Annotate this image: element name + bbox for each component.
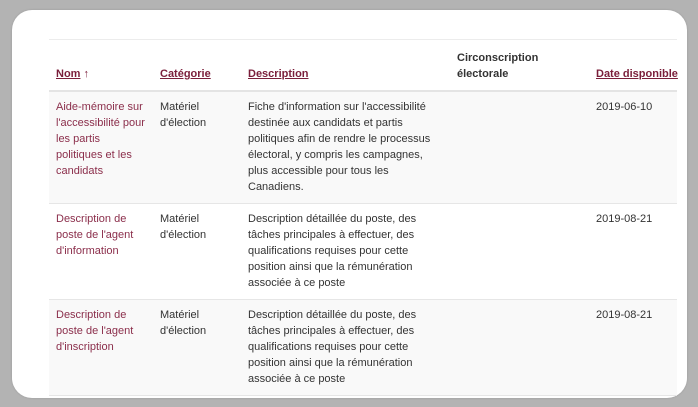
column-header-categorie[interactable] (153, 40, 241, 91)
document-link[interactable]: Aide-mémoire sur l'accessibilité pour les partis politiques et les candidats (56, 101, 145, 177)
cell-circonscription (450, 204, 589, 300)
cell-circonscription (450, 91, 589, 204)
column-header-description[interactable] (241, 40, 450, 91)
cell-categorie: Matériel d'élection (153, 204, 241, 300)
column-label: Nom (56, 68, 81, 80)
results-card (12, 10, 687, 398)
cell-circonscription (450, 300, 589, 396)
cell-nom (49, 91, 153, 204)
document-link[interactable]: Description de poste de l'agent d'information (56, 213, 134, 257)
sort-by-date-link[interactable]: Date disponible (596, 68, 678, 80)
cell-date: 2019-06-10 (589, 91, 677, 204)
table-row (49, 300, 677, 396)
table-header-row (49, 40, 677, 91)
cell-description: Description détaillée du poste, des tâches principales à effectuer, des qualifications requises pour cette position ainsi que la rémunération associée à ce poste (241, 204, 450, 300)
sort-by-description-link[interactable]: Description (248, 68, 309, 80)
table-row (49, 204, 677, 300)
column-header-nom[interactable] (49, 40, 153, 91)
sort-by-categorie-link[interactable]: Catégorie (160, 68, 211, 80)
column-label: Circonscription électorale (457, 52, 539, 80)
cell-categorie: Matériel d'élection (153, 300, 241, 396)
arrow-up-icon[interactable]: ↑ (83, 68, 89, 80)
documents-table (49, 40, 677, 396)
cell-nom (49, 300, 153, 396)
cell-nom (49, 204, 153, 300)
cell-date: 2019-08-21 (589, 204, 677, 300)
sort-by-nom-link[interactable] (56, 68, 80, 80)
column-header-date[interactable] (589, 40, 677, 91)
cell-description: Description détaillée du poste, des tâches principales à effectuer, des qualifications requises pour cette position ainsi que la rémunération associée à ce poste (241, 300, 450, 396)
table-row (49, 91, 677, 204)
cell-date: 2019-08-21 (589, 300, 677, 396)
column-header-circonscription (450, 40, 589, 91)
cell-description: Fiche d'information sur l'accessibilité destinée aux candidats et partis politiques afin de rendre le processus électoral, y compris les campagnes, plus accessible pour tous les Canadiens. (241, 91, 450, 204)
document-link[interactable]: Description de poste de l'agent d'inscription (56, 309, 134, 353)
cell-categorie: Matériel d'élection (153, 91, 241, 204)
